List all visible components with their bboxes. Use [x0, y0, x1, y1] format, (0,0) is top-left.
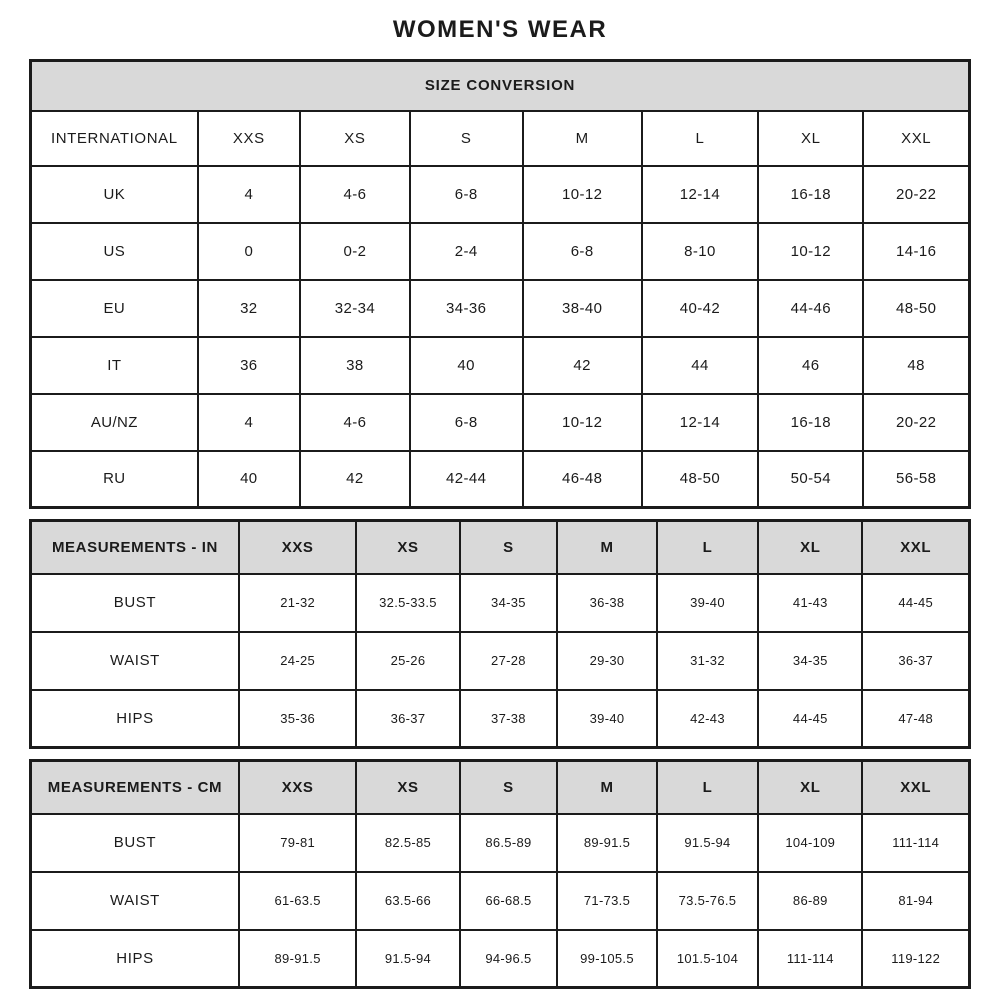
- column-header-xl: XL: [758, 111, 863, 166]
- cell: 32: [198, 280, 300, 337]
- row-label: HIPS: [31, 930, 239, 988]
- cell: 66-68.5: [460, 872, 558, 930]
- cell: 34-35: [758, 632, 862, 690]
- measurements-cm-title: MEASUREMENTS - CM: [31, 761, 239, 814]
- row-label: EU: [31, 280, 198, 337]
- cell: 81-94: [862, 872, 969, 930]
- cell: 73.5-76.5: [657, 872, 758, 930]
- cell: 12-14: [642, 394, 758, 451]
- cell: 14-16: [863, 223, 969, 280]
- column-header-xl: XL: [758, 521, 862, 574]
- column-header-l: L: [657, 761, 758, 814]
- cell: 20-22: [863, 394, 969, 451]
- table-row-hips-in: [31, 690, 970, 748]
- cell: 42: [300, 451, 410, 508]
- cell: 46-48: [523, 451, 642, 508]
- cell: 10-12: [523, 166, 642, 223]
- cell: 6-8: [410, 394, 523, 451]
- cell: 61-63.5: [239, 872, 356, 930]
- cell: 0-2: [300, 223, 410, 280]
- column-header-xs: XS: [300, 111, 410, 166]
- column-header-m: M: [557, 521, 657, 574]
- cell: 16-18: [758, 394, 863, 451]
- table-row-ru: [31, 451, 970, 508]
- column-header-xxs: XXS: [239, 761, 356, 814]
- cell: 27-28: [460, 632, 558, 690]
- cell: 94-96.5: [460, 930, 558, 988]
- measurements-in-table: [29, 519, 971, 749]
- cell: 63.5-66: [356, 872, 459, 930]
- cell: 89-91.5: [239, 930, 356, 988]
- cell: 36-37: [862, 632, 969, 690]
- column-header-xxl: XXL: [862, 761, 969, 814]
- cell: 36-37: [356, 690, 459, 748]
- cell: 6-8: [410, 166, 523, 223]
- cell: 4: [198, 166, 300, 223]
- table-row-bust-cm: [31, 814, 970, 872]
- measurements-cm-table: [29, 759, 971, 989]
- column-header-xl: XL: [758, 761, 862, 814]
- cell: 32.5-33.5: [356, 574, 459, 632]
- cell: 4-6: [300, 394, 410, 451]
- cell: 89-91.5: [557, 814, 657, 872]
- row-label: HIPS: [31, 690, 239, 748]
- cell: 37-38: [460, 690, 558, 748]
- cell: 32-34: [300, 280, 410, 337]
- cell: 24-25: [239, 632, 356, 690]
- row-label: AU/NZ: [31, 394, 198, 451]
- row-label: RU: [31, 451, 198, 508]
- row-label: WAIST: [31, 872, 239, 930]
- measurements-cm-header-row: [31, 761, 970, 814]
- cell: 38: [300, 337, 410, 394]
- column-header-xs: XS: [356, 761, 459, 814]
- cell: 119-122: [862, 930, 969, 988]
- cell: 12-14: [642, 166, 758, 223]
- row-label: UK: [31, 166, 198, 223]
- cell: 71-73.5: [557, 872, 657, 930]
- cell: 91.5-94: [356, 930, 459, 988]
- table-row-waist-in: [31, 632, 970, 690]
- cell: 56-58: [863, 451, 969, 508]
- row-label: BUST: [31, 574, 239, 632]
- column-header-s: S: [460, 521, 558, 574]
- cell: 34-35: [460, 574, 558, 632]
- cell: 104-109: [758, 814, 862, 872]
- row-label: US: [31, 223, 198, 280]
- size-conversion-title-row: [31, 61, 970, 111]
- cell: 82.5-85: [356, 814, 459, 872]
- cell: 21-32: [239, 574, 356, 632]
- cell: 86-89: [758, 872, 862, 930]
- row-label: BUST: [31, 814, 239, 872]
- cell: 4: [198, 394, 300, 451]
- cell: 38-40: [523, 280, 642, 337]
- cell: 42: [523, 337, 642, 394]
- cell: 48: [863, 337, 969, 394]
- cell: 44-45: [758, 690, 862, 748]
- cell: 86.5-89: [460, 814, 558, 872]
- cell: 10-12: [758, 223, 863, 280]
- row-label: WAIST: [31, 632, 239, 690]
- cell: 44: [642, 337, 758, 394]
- cell: 50-54: [758, 451, 863, 508]
- cell: 46: [758, 337, 863, 394]
- column-header-l: L: [657, 521, 758, 574]
- column-header-s: S: [460, 761, 558, 814]
- cell: 25-26: [356, 632, 459, 690]
- table-row-us: [31, 223, 970, 280]
- cell: 29-30: [557, 632, 657, 690]
- cell: 20-22: [863, 166, 969, 223]
- cell: 101.5-104: [657, 930, 758, 988]
- cell: 111-114: [758, 930, 862, 988]
- cell: 40: [410, 337, 523, 394]
- cell: 42-44: [410, 451, 523, 508]
- table-row-uk: [31, 166, 970, 223]
- cell: 41-43: [758, 574, 862, 632]
- column-header-xxs: XXS: [239, 521, 356, 574]
- cell: 34-36: [410, 280, 523, 337]
- table-row-hips-cm: [31, 930, 970, 988]
- cell: 10-12: [523, 394, 642, 451]
- measurements-in-header-row: [31, 521, 970, 574]
- cell: 40-42: [642, 280, 758, 337]
- measurements-in-title: MEASUREMENTS - IN: [31, 521, 239, 574]
- cell: 8-10: [642, 223, 758, 280]
- column-header-international: INTERNATIONAL: [31, 111, 198, 166]
- cell: 2-4: [410, 223, 523, 280]
- cell: 36: [198, 337, 300, 394]
- table-row-aunz: [31, 394, 970, 451]
- page-title: WOMEN'S WEAR: [392, 16, 608, 43]
- cell: 4-6: [300, 166, 410, 223]
- cell: 35-36: [239, 690, 356, 748]
- cell: 91.5-94: [657, 814, 758, 872]
- cell: 99-105.5: [557, 930, 657, 988]
- column-header-s: S: [410, 111, 523, 166]
- size-conversion-table: [29, 59, 971, 509]
- column-header-l: L: [642, 111, 758, 166]
- table-row-bust-in: [31, 574, 970, 632]
- table-row-it: [31, 337, 970, 394]
- cell: 48-50: [863, 280, 969, 337]
- cell: 6-8: [523, 223, 642, 280]
- cell: 48-50: [642, 451, 758, 508]
- table-row-waist-cm: [31, 872, 970, 930]
- column-header-xs: XS: [356, 521, 459, 574]
- cell: 79-81: [239, 814, 356, 872]
- size-conversion-header-row: [31, 111, 970, 166]
- column-header-xxl: XXL: [863, 111, 969, 166]
- cell: 47-48: [862, 690, 969, 748]
- cell: 16-18: [758, 166, 863, 223]
- column-header-xxs: XXS: [198, 111, 300, 166]
- row-label: IT: [31, 337, 198, 394]
- cell: 31-32: [657, 632, 758, 690]
- column-header-m: M: [557, 761, 657, 814]
- cell: 36-38: [557, 574, 657, 632]
- cell: 0: [198, 223, 300, 280]
- size-conversion-title: SIZE CONVERSION: [31, 61, 970, 111]
- cell: 44-45: [862, 574, 969, 632]
- cell: 39-40: [557, 690, 657, 748]
- column-header-m: M: [523, 111, 642, 166]
- table-row-eu: [31, 280, 970, 337]
- cell: 44-46: [758, 280, 863, 337]
- cell: 40: [198, 451, 300, 508]
- cell: 111-114: [862, 814, 969, 872]
- cell: 42-43: [657, 690, 758, 748]
- cell: 39-40: [657, 574, 758, 632]
- column-header-xxl: XXL: [862, 521, 969, 574]
